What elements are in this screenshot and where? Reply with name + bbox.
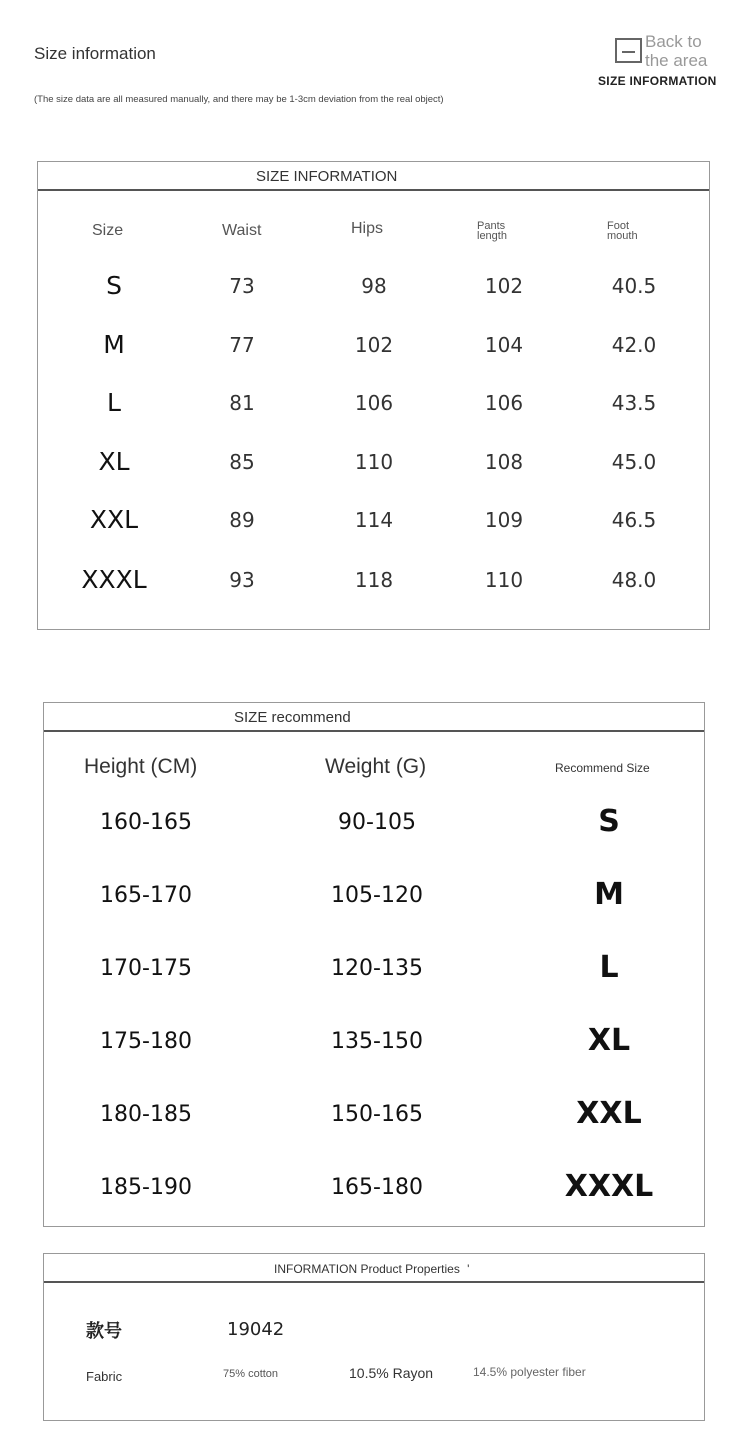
cell-height: 175-180 xyxy=(100,1029,192,1054)
cell-size: XL xyxy=(98,447,130,476)
cell-waist: 81 xyxy=(229,391,255,415)
cell-pants-length: 109 xyxy=(484,508,524,532)
cell-foot-mouth: 42.0 xyxy=(611,333,657,357)
cell-pants-length: 106 xyxy=(484,391,524,415)
cell-foot-mouth: 45.0 xyxy=(611,450,657,474)
cell-size: XXXL xyxy=(81,565,147,594)
cell-waist: 77 xyxy=(229,333,255,357)
cell-pants-length: 102 xyxy=(484,274,524,298)
cell-hips: 98 xyxy=(361,274,387,298)
product-properties-title-mark: ' xyxy=(467,1262,470,1276)
col-size: Size xyxy=(92,222,124,239)
cell-waist: 73 xyxy=(229,274,255,298)
page-title: Size information xyxy=(34,44,156,63)
cell-hips: 114 xyxy=(354,508,394,532)
size-information-header xyxy=(38,162,709,191)
cell-height: 160-165 xyxy=(100,810,192,835)
cell-weight: 150-165 xyxy=(331,1102,423,1127)
cell-recommend-size: XXL xyxy=(576,1096,642,1131)
cell-pants-length: 104 xyxy=(484,333,524,357)
product-properties-header xyxy=(44,1254,704,1283)
col-pants-length-line1: Pants xyxy=(477,220,506,232)
cell-hips: 106 xyxy=(354,391,394,415)
cell-size: S xyxy=(106,271,122,300)
cell-recommend-size: XXXL xyxy=(564,1169,654,1204)
style-number-label: 款号 xyxy=(86,1321,122,1342)
fabric-polyester: 14.5% polyester fiber xyxy=(473,1365,586,1379)
cell-foot-mouth: 48.0 xyxy=(611,568,657,592)
col-foot-mouth xyxy=(607,221,638,241)
cell-hips: 118 xyxy=(354,568,394,592)
col-weight: Weight (G) xyxy=(325,755,427,778)
product-properties-table xyxy=(43,1253,705,1421)
cell-size: XXL xyxy=(89,505,139,534)
col-pants-length xyxy=(477,221,507,241)
cell-foot-mouth: 43.5 xyxy=(611,391,657,415)
fabric-label: Fabric xyxy=(86,1369,123,1384)
cell-recommend-size: S xyxy=(598,804,620,839)
cell-weight: 105-120 xyxy=(331,883,423,908)
cell-waist: 93 xyxy=(229,568,255,592)
cell-hips: 102 xyxy=(354,333,394,357)
cell-weight: 135-150 xyxy=(331,1029,423,1054)
measurement-disclaimer: (The size data are all measured manually, and there may be 1-3cm deviation from the real object) xyxy=(34,94,444,105)
cell-height: 170-175 xyxy=(100,956,192,981)
cell-height: 180-185 xyxy=(100,1102,192,1127)
cell-waist: 85 xyxy=(229,450,255,474)
fabric-rayon: 10.5% Rayon xyxy=(349,1365,434,1381)
cell-foot-mouth: 40.5 xyxy=(611,274,657,298)
col-hips: Hips xyxy=(351,220,384,237)
cell-height: 185-190 xyxy=(100,1175,192,1200)
back-area-icon[interactable] xyxy=(615,38,642,63)
cell-size: L xyxy=(107,388,121,417)
col-height: Height (CM) xyxy=(84,755,198,778)
back-line-2: the area xyxy=(645,51,708,70)
cell-size: M xyxy=(103,330,125,359)
cell-hips: 110 xyxy=(354,450,394,474)
col-foot-mouth-line1: Foot xyxy=(607,220,630,232)
cell-foot-mouth: 46.5 xyxy=(611,508,657,532)
back-to-area-link[interactable] xyxy=(645,32,725,70)
size-recommend-title: SIZE recommend xyxy=(234,709,351,726)
cell-height: 165-170 xyxy=(100,883,192,908)
back-subtitle: SIZE INFORMATION xyxy=(598,74,717,88)
cell-pants-length: 110 xyxy=(484,568,524,592)
cell-pants-length: 108 xyxy=(484,450,524,474)
col-foot-mouth-line2: mouth xyxy=(607,230,638,242)
size-recommend-header xyxy=(44,703,704,732)
col-pants-length-line2: length xyxy=(477,230,507,242)
size-information-table xyxy=(37,161,710,630)
fabric-cotton: 75% cotton xyxy=(223,1368,279,1380)
size-recommend-table xyxy=(43,702,705,1227)
product-properties-title xyxy=(274,1262,469,1276)
product-properties-title-text: INFORMATION Product Properties xyxy=(274,1262,460,1276)
cell-recommend-size: M xyxy=(594,877,624,912)
size-information-title: SIZE INFORMATION xyxy=(256,168,398,185)
cell-weight: 120-135 xyxy=(331,956,423,981)
cell-recommend-size: XL xyxy=(587,1023,631,1058)
cell-weight: 90-105 xyxy=(338,810,416,835)
cell-weight: 165-180 xyxy=(331,1175,423,1200)
back-line-1: Back to xyxy=(645,32,702,51)
col-waist: Waist xyxy=(222,222,262,239)
cell-waist: 89 xyxy=(229,508,255,532)
col-recommend-size: Recommend Size xyxy=(555,761,650,775)
style-number-value: 19042 xyxy=(227,1319,285,1340)
cell-recommend-size: L xyxy=(599,950,619,985)
